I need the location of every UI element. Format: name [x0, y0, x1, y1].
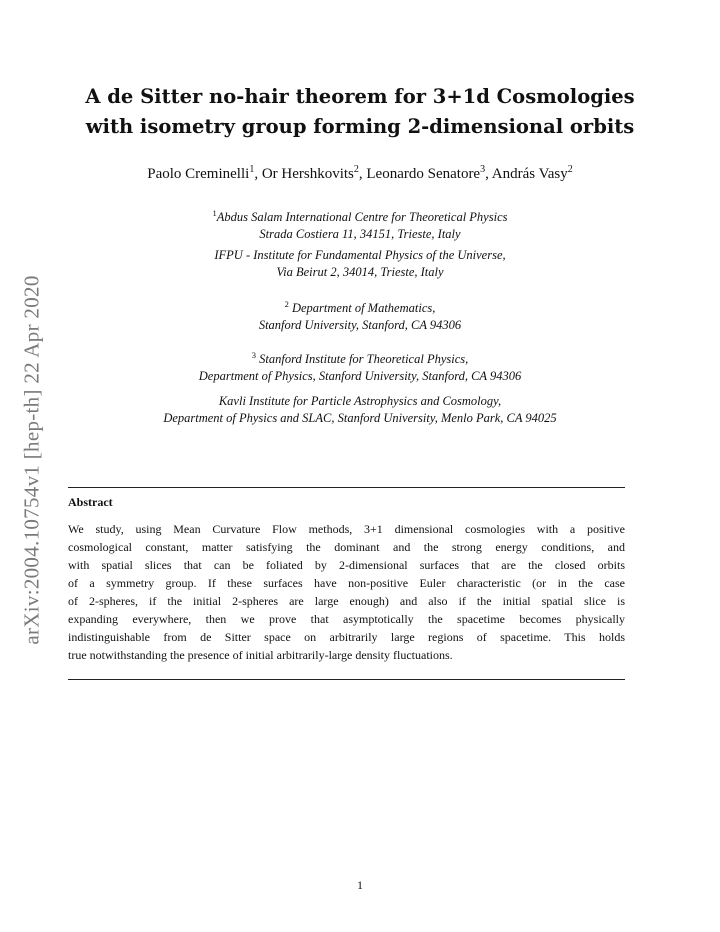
affiliation-line: Abdus Salam International Centre for Theoretical Physics — [216, 210, 508, 225]
affiliation-3b — [0, 393, 720, 427]
abstract-line: We study, using Mean Curvature Flow methods, 3+1 dimensional cosmologies with a positive — [68, 522, 625, 536]
affiliation-line: IFPU - Institute for Fundamental Physics of the Universe, — [214, 248, 506, 262]
affiliation-marker: 2 — [284, 299, 289, 309]
author-name: Leonardo Senatore — [366, 166, 481, 182]
author-name: Or Hershkovits — [261, 166, 354, 182]
affiliation-line: Stanford University, Stanford, CA 94306 — [258, 318, 462, 333]
abstract-bottom-rule — [68, 679, 625, 680]
author-affiliation-marker: 3 — [480, 164, 486, 175]
abstract-line: of 2-spheres, if the initial 2-spheres are large enough) and also if the initial spatial slice is — [68, 594, 625, 608]
author-list: Paolo Creminelli$^1$, Or Hershkovits$^2$, Leonardo Senatore$^3$, András Vasy$^2$ — [147, 164, 573, 182]
affiliation-line: Department of Mathematics, — [291, 301, 436, 316]
abstract-body — [68, 520, 625, 664]
abstract-line: cosmological constant, matter satisfying the dominant and the strong energy conditions, and — [68, 540, 625, 554]
author-name: Paolo Creminelli — [147, 166, 250, 182]
title-line-2: with isometry group forming 2-dimensional orbits — [85, 115, 635, 138]
abstract-top-rule — [68, 487, 625, 488]
author-affiliation-marker: 2 — [353, 164, 359, 175]
affiliation-line: Department of Physics, Stanford University, Stanford, CA 94306 — [198, 369, 522, 384]
abstract-line: with spatial slices that can be foliated by 2-dimensional surfaces that are the closed orbits — [68, 558, 625, 572]
abstract-line: expanding everywhere, then we prove that asymptotically the spacetime becomes physically — [68, 612, 625, 626]
affiliation-line: Department of Physics and SLAC, Stanford University, Menlo Park, CA 94025 — [163, 411, 557, 425]
affiliation-line: Via Beirut 2, 34014, Trieste, Italy — [276, 265, 444, 279]
arxiv-identifier-stamp: arXiv:2004.10754v1 [hep-th] 22 Apr 2020 — [19, 275, 44, 645]
paper-title — [0, 82, 720, 142]
affiliation-marker: 3 — [251, 350, 256, 360]
affiliation-line: Strada Costiera 11, 34151, Trieste, Italy — [259, 227, 461, 242]
affiliation-2 — [0, 296, 720, 334]
affiliation-1b — [0, 247, 720, 281]
affiliation-line: Kavli Institute for Particle Astrophysics and Cosmology, — [218, 394, 502, 408]
affiliation-marker: 1 — [212, 208, 217, 218]
abstract-heading: Abstract — [68, 495, 113, 509]
author-affiliation-marker: 2 — [567, 164, 573, 175]
affiliation-3 — [0, 347, 720, 385]
affiliation-line: Stanford Institute for Theoretical Physics, — [259, 352, 469, 367]
affiliation-1 — [0, 205, 720, 243]
title-line-1: A de Sitter no-hair theorem for 3+1d Cosmologies — [85, 85, 635, 108]
author-affiliation-marker: 1 — [249, 164, 255, 175]
abstract-line: true notwithstanding the presence of initial arbitrarily-large density fluctuations. — [68, 648, 453, 662]
page-number: 1 — [357, 878, 363, 892]
abstract-line: of a symmetry group. If these surfaces have non-positive Euler characteristic (or in the case — [68, 576, 625, 590]
author-name: András Vasy — [491, 166, 568, 182]
abstract-line: indistinguishable from de Sitter space on arbitrarily large regions of spacetime. This holds — [68, 630, 625, 644]
